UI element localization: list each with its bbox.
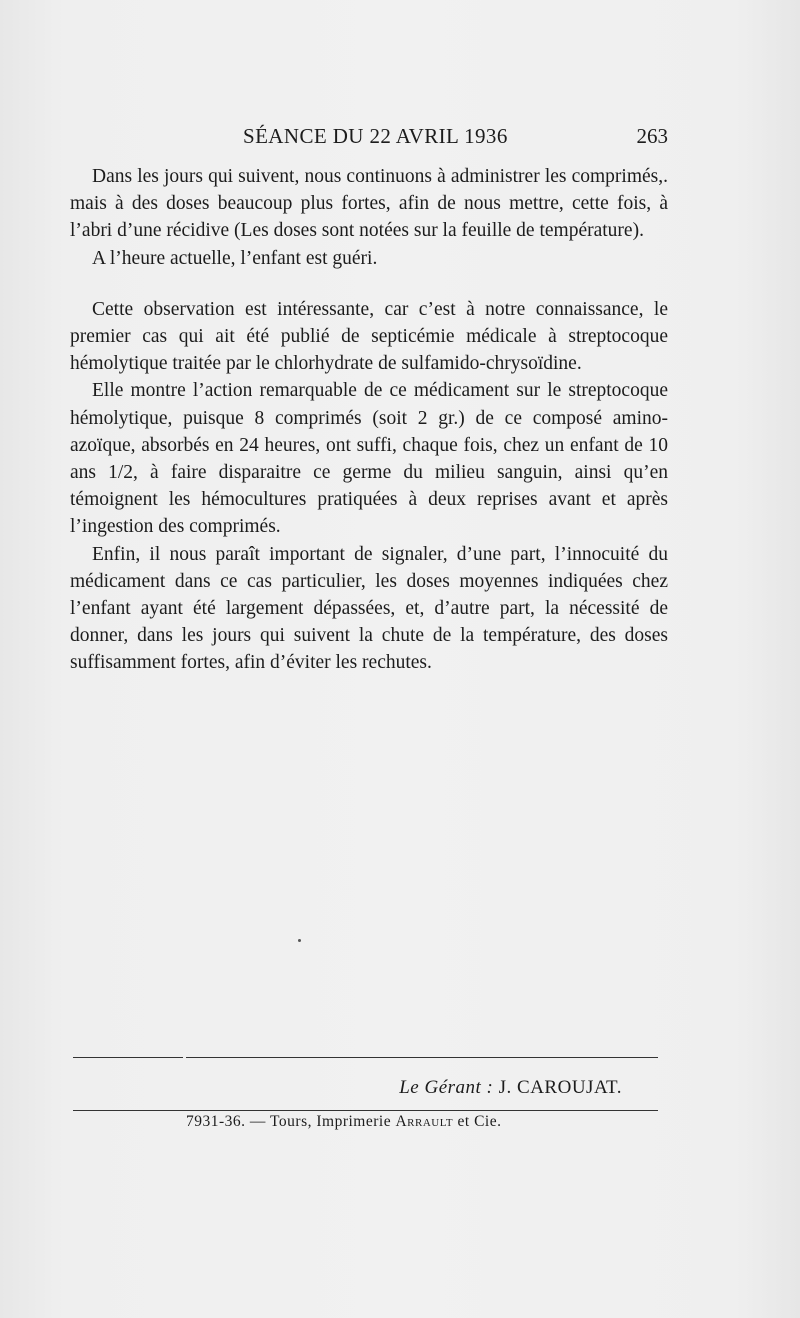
paragraph: Enfin, il nous paraît important de signaler, d’une part, l’innocuité du médicament dans ce cas particulier, les doses moyennes indiquées chez l’enfant ayant été largement dépassées, et, d’autre part, la nécessité de donner, dans les jours qui suivent la chute de la température, des doses suffisamment fortes, afin d’éviter les rechutes. bbox=[70, 543, 668, 674]
paragraph: Dans les jours qui suivent, nous continuons à administrer les comprimés,. mais à des doses beaucoup plus fortes, afin de nous mettre, cette fois, à l’abri d’une récidive (Les doses sont notées sur la feuille de température). bbox=[70, 166, 668, 242]
paragraph: Cette observation est intéressante, car c’est à notre connaissance, le premier cas qui ait été publié de septicémie médicale à streptocoque hémolytique traitée par le chlorhydrate de sulfamido-chrysoïdine. bbox=[70, 298, 668, 375]
imprint-dash: — bbox=[249, 1113, 266, 1130]
imprint-code: 7931-36. bbox=[186, 1113, 246, 1130]
imprint-text-start: Tours, Imprimerie bbox=[270, 1113, 392, 1130]
signature-name: J. CAROUJAT. bbox=[498, 1077, 622, 1098]
page-number: 263 bbox=[636, 124, 668, 148]
footer-rule-top bbox=[186, 1057, 658, 1058]
paragraph: Elle montre l’action remarquable de ce médicament sur le streptocoque hémolytique, puisque 8 comprimés (soit 2 gr.) de ce composé amino-azoïque, absorbés en 24 heures, ont suffi, chaque fois, chez un enfant de 10 ans 1/2, à faire disparaitre ce germe du milieu sanguin, ainsi qu’en témoignent les hémocultures pratiquées à deux reprises avant et après l’ingestion des comprimés. bbox=[70, 380, 668, 538]
signature-line bbox=[399, 1077, 622, 1099]
stray-ink-dot bbox=[298, 939, 301, 942]
body-text bbox=[70, 163, 668, 677]
paragraph: A l’heure actuelle, l’enfant est guéri. bbox=[92, 247, 378, 269]
page-header bbox=[70, 124, 668, 154]
imprint-printer: Arrault bbox=[395, 1113, 454, 1130]
running-head: SÉANCE DU 22 AVRIL 1936 bbox=[243, 124, 508, 148]
footer-rule-bottom bbox=[73, 1110, 658, 1111]
footer-rule-left bbox=[73, 1057, 183, 1058]
signature-label: Le Gérant : bbox=[399, 1077, 494, 1098]
imprint-text-end: et Cie. bbox=[457, 1113, 502, 1130]
printer-imprint bbox=[186, 1113, 502, 1131]
